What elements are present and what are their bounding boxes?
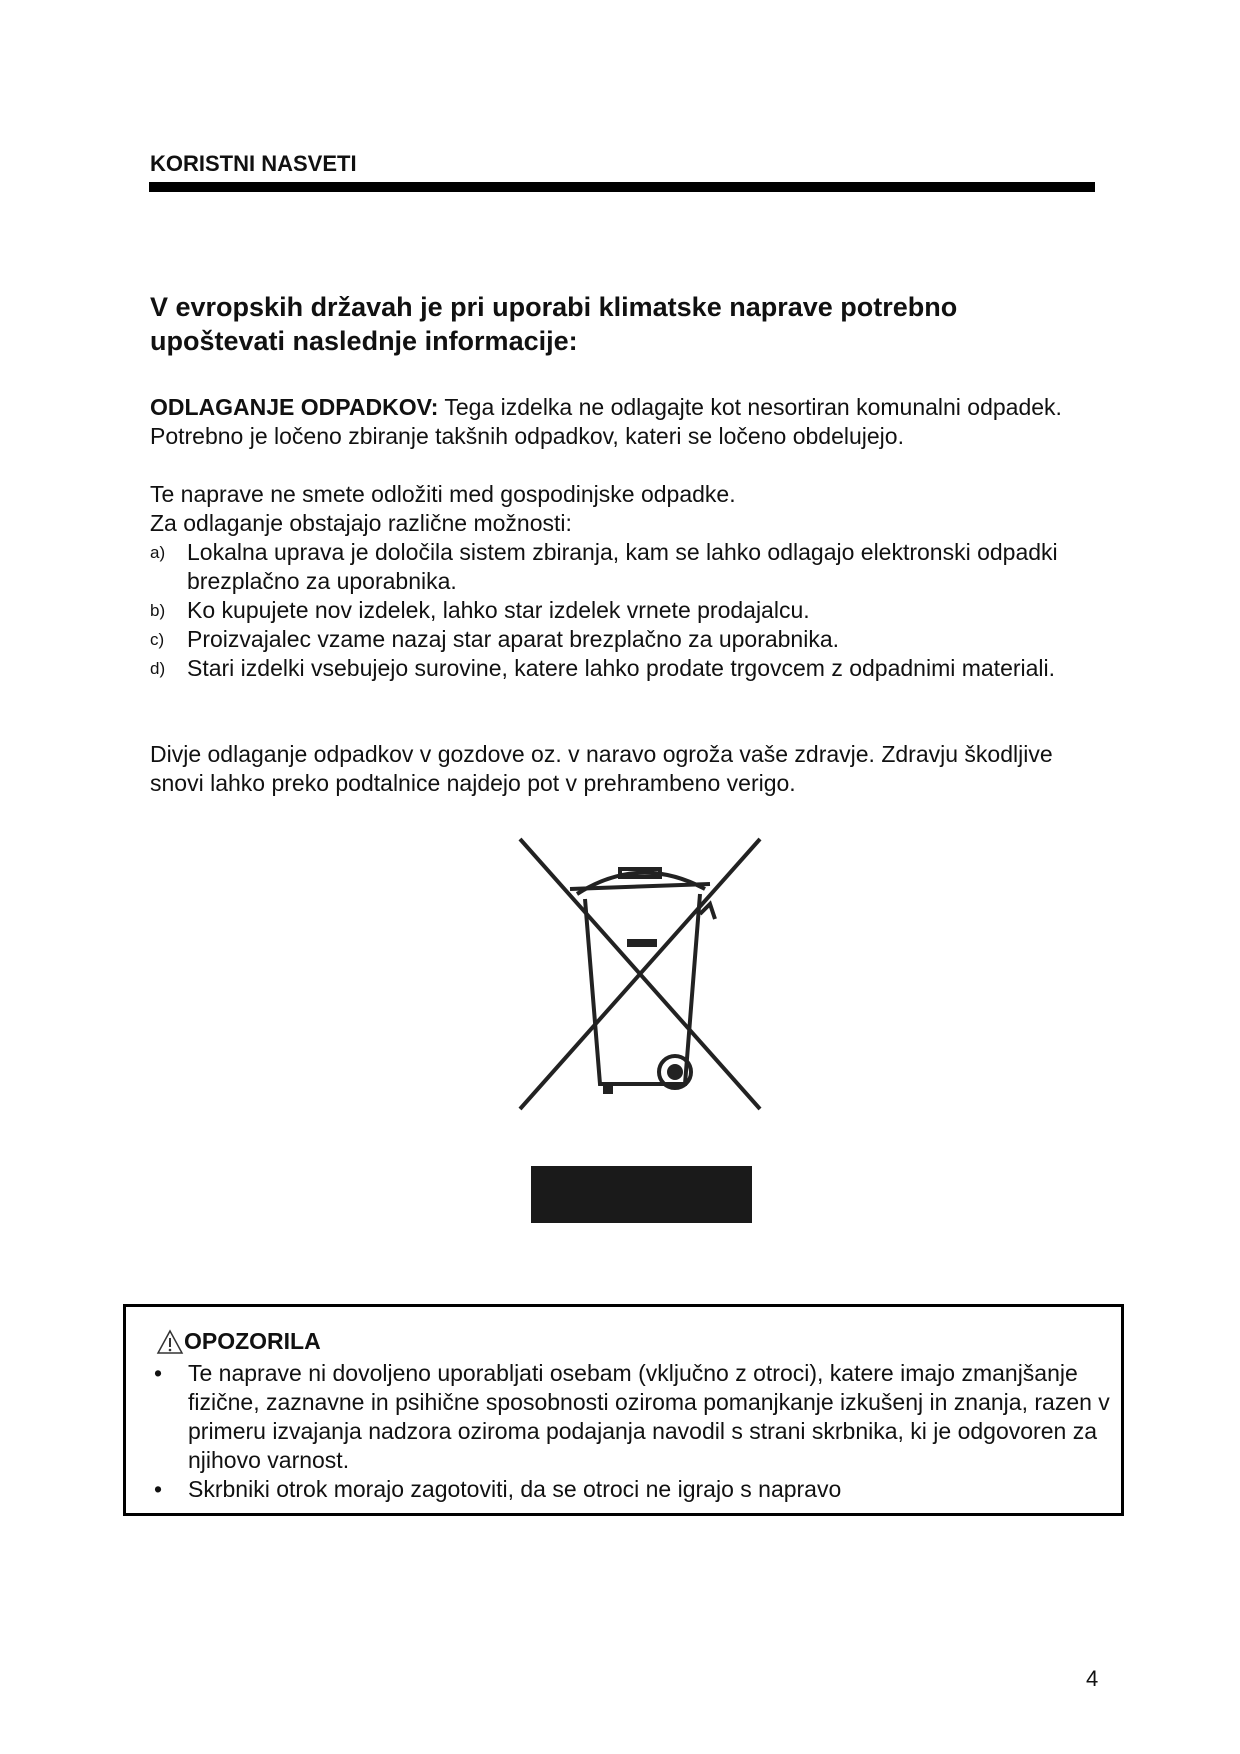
list-marker: a) (150, 543, 166, 562)
list-item (150, 596, 1110, 625)
disposal-label: ODLAGANJE ODPADKOV: (150, 394, 439, 420)
marking-bar (531, 1166, 752, 1223)
list-item (154, 1359, 1114, 1475)
list-text: Stari izdelki vsebujejo surovine, katere lahko prodate trgovcem z odpadnimi materiali. (187, 655, 1056, 681)
list-marker: b) (150, 601, 166, 620)
closing-paragraph: Divje odlaganje odpadkov v gozdove oz. v naravo ogroža vaše zdravje. Zdravju škodljive snovi lahko preko podtalnice najdejo pot v prehrambeno verigo. (150, 741, 1053, 796)
list-item (150, 654, 1110, 683)
list-item (150, 538, 1110, 596)
list-item (154, 1475, 1114, 1504)
list-marker: d) (150, 659, 166, 678)
disposal-line: Za odlaganje obstajajo različne možnosti: (150, 510, 572, 536)
disposal-options (150, 480, 1110, 683)
warning-title-row (156, 1327, 321, 1356)
header-rule (149, 182, 1095, 192)
bullet-icon: • (154, 1360, 163, 1386)
disposal-text: Tega izdelka ne odlagajte kot nesortiran komunalni odpadek. Potrebno je ločeno zbiranje takšnih odpadkov, kateri se ločeno obdelujejo. (150, 394, 1062, 449)
warning-title: OPOZORILA (184, 1328, 321, 1354)
list-text: Te naprave ni dovoljeno uporabljati osebam (vključno z otroci), katere imajo zmanjšanje fizične, zaznavne in psihične sposobnosti oziroma pomanjkanje izkušenj in znanja, razen v primeru izvajanja nadzora oziroma podajanja navodil s strani skrbnika, ki je odgovoren za njihovo varnost. (188, 1360, 1110, 1473)
list-text: Ko kupujete nov izdelek, lahko star izdelek vrnete prodajalcu. (187, 597, 810, 623)
disposal-paragraph (150, 393, 1110, 451)
warning-triangle-icon (156, 1329, 184, 1355)
page-number: 4 (1086, 1666, 1099, 1691)
list-text: Lokalna uprava je določila sistem zbiranja, kam se lahko odlagajo elektronski odpadki brezplačno za uporabnika. (187, 539, 1058, 594)
list-marker: c) (150, 630, 165, 649)
page-heading: V evropskih državah je pri uporabi klimatske naprave potrebno upoštevati naslednje informacije: (150, 292, 958, 356)
crossed-out-bin-icon (515, 834, 765, 1114)
list-text: Proizvajalec vzame nazaj star aparat brezplačno za uporabnika. (187, 626, 840, 652)
list-item (150, 625, 1110, 654)
section-title: KORISTNI NASVETI (150, 151, 357, 176)
warning-box (123, 1304, 1124, 1516)
list-text: Skrbniki otrok morajo zagotoviti, da se otroci ne igrajo s napravo (188, 1476, 842, 1502)
disposal-line: Te naprave ne smete odložiti med gospodinjske odpadke. (150, 481, 736, 507)
warning-list (154, 1359, 1114, 1504)
bullet-icon: • (154, 1476, 163, 1502)
